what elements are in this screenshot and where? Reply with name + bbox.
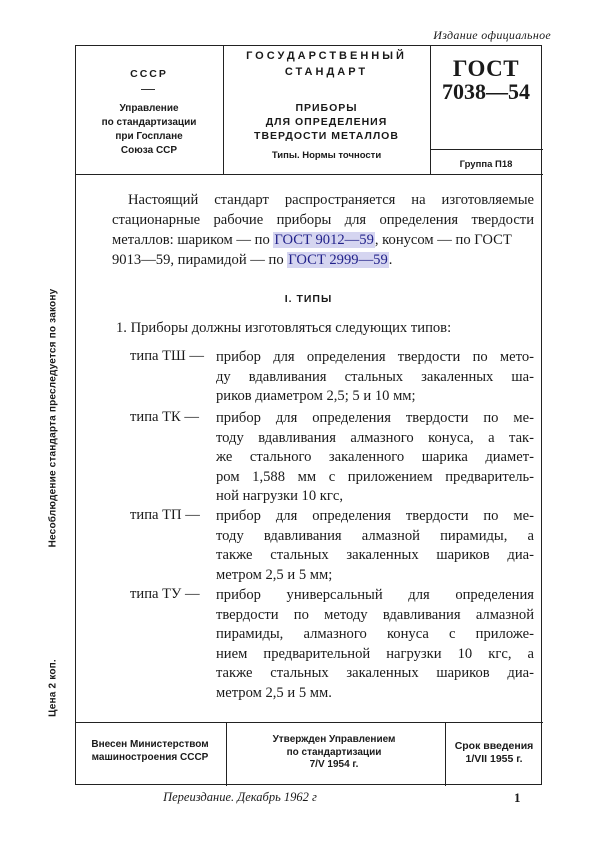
introduced-by-line: машиностроения СССР bbox=[91, 752, 209, 763]
authority-line: Союза ССР bbox=[120, 145, 178, 156]
footer-top-line bbox=[76, 722, 543, 723]
authority-line: при Госплане bbox=[115, 131, 183, 142]
effective-date-block bbox=[446, 740, 542, 766]
standard-label-line: СТАНДАРТ bbox=[284, 66, 369, 78]
authority-line: по стандартизации bbox=[101, 117, 197, 128]
type-line: ром 1,588 мм с приложением предваритель- bbox=[216, 468, 534, 485]
approved-by-line: Утвержден Управлением bbox=[272, 734, 396, 745]
gost-number: 7038—54 bbox=[442, 79, 530, 104]
type-line: также стальных закаленных шариков диа- bbox=[216, 547, 534, 563]
group-divider bbox=[430, 149, 543, 150]
type-line: пирамиды, алмазного конуса с приложе- bbox=[216, 626, 534, 642]
type-description bbox=[216, 348, 534, 407]
gost-2999-link[interactable]: ГОСТ 2999—59 bbox=[288, 252, 388, 268]
intro-line bbox=[112, 250, 534, 270]
type-description bbox=[216, 586, 534, 703]
intro-text: , конусом — по ГОСТ bbox=[374, 232, 512, 248]
price-side-note bbox=[47, 650, 59, 725]
type-line: также стальных закаленных шариков диа- bbox=[216, 665, 534, 681]
price-side-note-text: Цена 2 коп. bbox=[47, 658, 59, 717]
gost-label: ГОСТ bbox=[452, 56, 520, 81]
group-label: Группа П18 bbox=[459, 159, 513, 170]
type-line: же стального закаленного шарика диамет- bbox=[216, 449, 534, 465]
standard-label-line: ГОСУДАРСТВЕННЫЙ bbox=[246, 50, 407, 62]
type-line: прибор для определения твердости по ме- bbox=[216, 508, 534, 524]
intro-text: металлов: шариком — по bbox=[112, 232, 274, 248]
type-line: ной нагрузки 10 кгс, bbox=[216, 488, 343, 504]
introduced-by-line: Внесен Министерством bbox=[91, 739, 209, 750]
country-dash bbox=[141, 89, 155, 90]
page-number: 1 bbox=[514, 790, 521, 805]
item-1-text: 1. Приборы должны изготовляться следующих типов: bbox=[116, 320, 452, 336]
type-line: риков диаметром 2,5; 5 и 10 мм; bbox=[216, 388, 416, 404]
type-line: ду вдавливания стальных закаленных ша- bbox=[216, 368, 534, 385]
authority-line: Управление bbox=[119, 103, 179, 114]
type-description bbox=[216, 507, 534, 585]
approved-by-block bbox=[226, 734, 442, 772]
type-label: типа ТШ — bbox=[130, 348, 205, 364]
approved-by-line: 7/V 1954 г. bbox=[309, 759, 359, 770]
approved-by-line: по стандартизации bbox=[286, 746, 382, 758]
type-line: тоду вдавливания алмазного конуса, а так- bbox=[216, 429, 534, 446]
legal-side-note bbox=[47, 268, 59, 568]
type-line: прибор для определения твердости по мето- bbox=[216, 349, 534, 365]
edition-label: Издание официальное bbox=[433, 28, 551, 42]
authority-block bbox=[75, 102, 223, 158]
intro-line: стационарные рабочие приборы для определения твердости bbox=[112, 212, 534, 228]
effective-date-line: Срок введения bbox=[454, 740, 534, 752]
type-line: тоду вдавливания алмазной пирамиды, а bbox=[216, 527, 534, 544]
type-line: метром 2,5 и 5 мм; bbox=[216, 566, 333, 583]
intro-line: Настоящий стандарт распространяется на изготовляемые bbox=[128, 192, 534, 208]
intro-line bbox=[112, 230, 534, 250]
document-title-line: ДЛЯ ОПРЕДЕЛЕНИЯ bbox=[265, 116, 388, 128]
type-line: прибор универсальный для определения bbox=[216, 587, 534, 603]
introduced-by-block bbox=[75, 738, 225, 764]
intro-text: . bbox=[388, 252, 393, 268]
type-line: метром 2,5 и 5 мм. bbox=[216, 684, 332, 701]
type-line: нием предварительной нагрузки 10 кгс, а bbox=[216, 645, 534, 662]
type-label: типа ТУ — bbox=[130, 586, 200, 602]
section-heading: I. ТИПЫ bbox=[284, 293, 333, 305]
legal-side-note-text: Несоблюдение стандарта преследуется по закону bbox=[47, 288, 59, 548]
type-description bbox=[216, 409, 534, 507]
type-label: типа ТК — bbox=[130, 409, 200, 425]
gost-9012-link[interactable]: ГОСТ 9012—59 bbox=[274, 232, 374, 248]
country-label: СССР bbox=[130, 68, 168, 80]
type-label: типа ТП — bbox=[130, 507, 200, 523]
document-subtitle: Типы. Нормы точности bbox=[271, 150, 382, 161]
header-bottom-line bbox=[76, 174, 543, 175]
type-line: прибор для определения твердости по ме- bbox=[216, 410, 534, 426]
intro-text: 9013—59, пирамидой — по bbox=[112, 252, 288, 268]
effective-date-line: 1/VII 1955 г. bbox=[465, 753, 523, 765]
document-title-line: ТВЕРДОСТИ МЕТАЛЛОВ bbox=[254, 130, 399, 142]
document-title-line: ПРИБОРЫ bbox=[295, 102, 358, 114]
intro-paragraph bbox=[112, 190, 534, 270]
type-line: твердости по методу вдавливания алмазной bbox=[216, 606, 534, 623]
reissue-note: Переиздание. Декабрь 1962 г bbox=[163, 790, 317, 804]
